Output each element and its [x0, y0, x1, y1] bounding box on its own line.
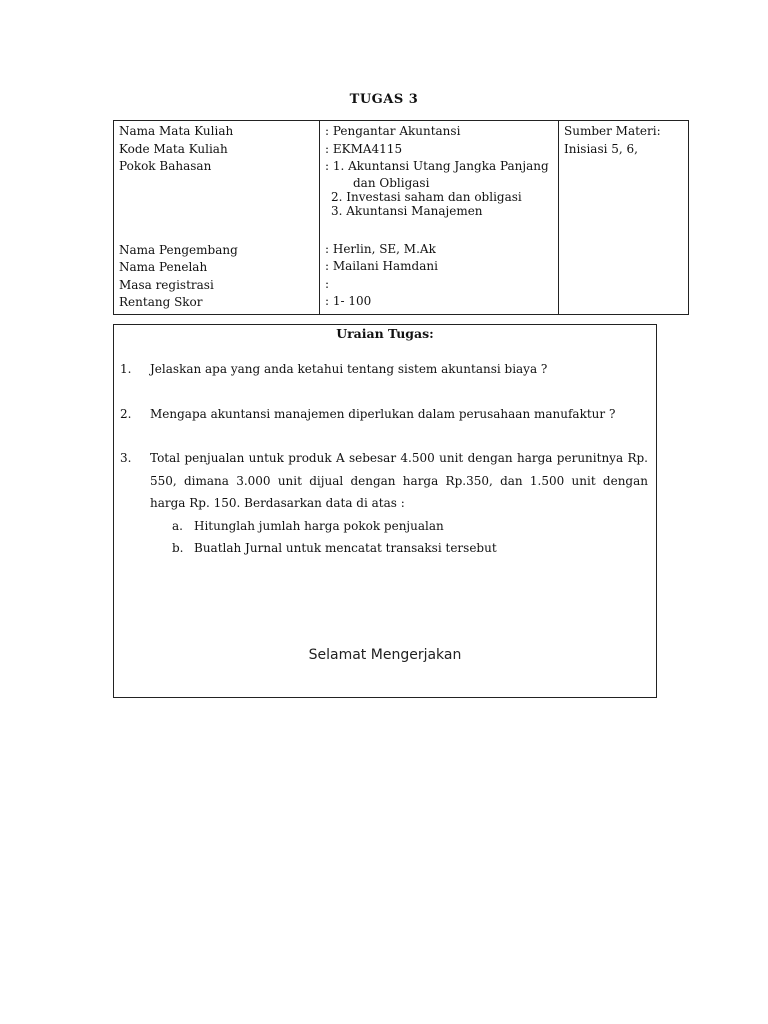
- task-description-box: [113, 324, 657, 698]
- closing-message: Selamat Mengerjakan: [308, 647, 462, 663]
- task-number: 2.: [120, 407, 132, 421]
- task-number: 1.: [120, 362, 132, 376]
- topic-item-3: 3. Akuntansi Manajemen: [331, 204, 483, 218]
- course-info-table: [113, 120, 689, 315]
- course-name-label: Nama Mata Kuliah: [119, 124, 234, 138]
- spacer: [325, 219, 553, 241]
- subitem-b: [172, 537, 648, 559]
- info-labels-cell: [114, 121, 320, 315]
- developer-value: : Herlin, SE, M.Ak: [325, 241, 436, 256]
- developer-label: Nama Pengembang: [119, 242, 238, 257]
- source-value: Inisiasi 5, 6,: [564, 141, 638, 156]
- source-cell: [559, 121, 689, 315]
- task-item-2: [120, 403, 648, 426]
- course-name-value: : Pengantar Akuntansi: [325, 124, 461, 138]
- topic-item-1-cont: dan Obligasi: [353, 175, 430, 190]
- subitem-letter: b.: [172, 540, 184, 555]
- subitem-letter: a.: [172, 518, 183, 533]
- reviewer-value: : Mailani Hamdani: [325, 259, 438, 273]
- subitem-text: Hitunglah jumlah harga pokok penjualan: [194, 518, 444, 533]
- task-text: Total penjualan untuk produk A sebesar 4.500 unit dengan harga perunitnya Rp. 550, dimana 3.000 unit dijual dengan harga Rp.350, dan 1.500 unit dengan harga Rp. 150. Berdasarkan data di atas :: [150, 451, 648, 510]
- subitem-a: [172, 515, 648, 537]
- course-code-value: : EKMA4115: [325, 141, 403, 156]
- task-item-3: [120, 447, 648, 559]
- document-title: TUGAS 3: [349, 92, 419, 107]
- topic-item-2: 2. Investasi saham dan obligasi: [331, 189, 522, 204]
- score-value: : 1- 100: [325, 294, 372, 308]
- score-label: Rentang Skor: [119, 295, 203, 309]
- spacer: [119, 176, 314, 242]
- subitem-text: Buatlah Jurnal untuk mencatat transaksi tersebut: [194, 540, 497, 555]
- task-item-1: [120, 358, 648, 381]
- topic-item-1: : 1. Akuntansi Utang Jangka Panjang: [325, 159, 549, 173]
- course-code-label: Kode Mata Kuliah: [119, 141, 228, 156]
- info-values-cell: [320, 121, 559, 315]
- source-label: Sumber Materi:: [564, 124, 661, 138]
- topic-label: Pokok Bahasan: [119, 159, 212, 173]
- task-text: Jelaskan apa yang anda ketahui tentang sistem akuntansi biaya ?: [150, 362, 548, 376]
- registration-label: Masa registrasi: [119, 277, 214, 292]
- reviewer-label: Nama Penelah: [119, 260, 208, 274]
- task-text: Mengapa akuntansi manajemen diperlukan dalam perusahaan manufaktur ?: [150, 407, 616, 421]
- tasks-heading: Uraian Tugas:: [336, 326, 434, 341]
- registration-value: :: [325, 276, 330, 291]
- task-number: 3.: [120, 451, 132, 465]
